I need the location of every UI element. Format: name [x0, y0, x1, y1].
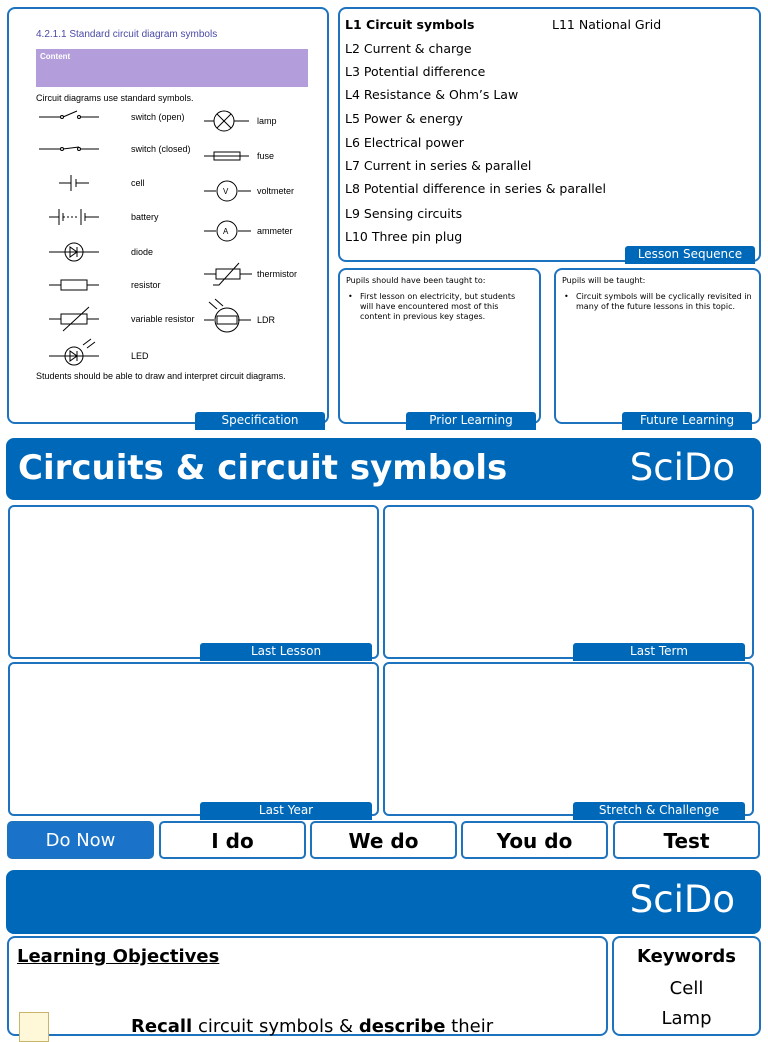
- symbol-label-ammeter: ammeter: [257, 226, 293, 236]
- lesson-item: L3 Potential difference: [345, 64, 486, 79]
- keyword-item: Lamp: [661, 1008, 712, 1029]
- lesson-item: L7 Current in series & parallel: [345, 158, 532, 173]
- lesson-item: L5 Power & energy: [345, 111, 463, 126]
- lesson-item: L2 Current & charge: [345, 41, 472, 56]
- last-term-box[interactable]: [383, 505, 754, 659]
- circuit-symbols-figure: [39, 105, 309, 365]
- last-year-box[interactable]: [8, 662, 379, 816]
- future-learning-tab: Future Learning: [622, 412, 752, 430]
- spec-intro: Circuit diagrams use standard symbols.: [36, 93, 194, 103]
- ammeter-letter: A: [223, 227, 229, 236]
- stage-test[interactable]: Test: [613, 821, 760, 859]
- lesson-title: Circuits & circuit symbols: [18, 448, 508, 488]
- last-lesson-tab: Last Lesson: [200, 643, 372, 661]
- title-banner: [6, 438, 761, 500]
- lesson-sequence-panel: [338, 7, 761, 262]
- specification-tab: Specification: [195, 412, 325, 430]
- objective-verb-describe: describe: [358, 1016, 446, 1037]
- last-lesson-box[interactable]: [8, 505, 379, 659]
- voltmeter-letter: V: [223, 187, 229, 196]
- symbol-label-led: LED: [131, 351, 149, 361]
- stage-do-now[interactable]: Do Now: [7, 821, 154, 859]
- symbol-label-diode: diode: [131, 247, 154, 257]
- last-year-tab: Last Year: [200, 802, 372, 820]
- lesson-item: L4 Resistance & Ohm’s Law: [345, 87, 519, 102]
- lesson-item: L9 Sensing circuits: [345, 206, 463, 221]
- objective-verb-recall: Recall: [131, 1016, 193, 1037]
- section-banner: [6, 870, 761, 934]
- objective-item: [131, 1016, 493, 1037]
- symbol-label-cell: cell: [131, 178, 145, 188]
- lesson-item: L10 Three pin plug: [345, 229, 463, 244]
- notepad-icon: [19, 1012, 49, 1042]
- stage-we-do[interactable]: We do: [310, 821, 457, 859]
- objectives-title: Learning Objectives: [17, 946, 220, 967]
- lesson-item: L11 National Grid: [552, 17, 662, 32]
- specification-panel: [7, 7, 329, 427]
- lesson-item: L8 Potential difference in series & parallel: [345, 181, 606, 196]
- symbol-label-voltmeter: voltmeter: [257, 186, 295, 196]
- symbol-label-resistor: resistor: [131, 280, 161, 290]
- stretch-challenge-box[interactable]: [383, 662, 754, 816]
- brand-logo: SciDo: [629, 446, 735, 489]
- symbol-label-battery: battery: [131, 212, 159, 222]
- keywords-title: Keywords: [636, 946, 737, 967]
- lesson-item: L6 Electrical power: [345, 135, 464, 150]
- prior-bullet: • First lesson on electricity, but students will have encountered most of this content in previous key stages.: [348, 292, 528, 322]
- stage-you-do[interactable]: You do: [461, 821, 608, 859]
- symbol-label-switch-open: switch (open): [131, 112, 185, 122]
- symbol-label-switch-closed: switch (closed): [131, 144, 191, 154]
- prior-heading: Pupils should have been taught to:: [346, 276, 486, 285]
- lesson-item: L1 Circuit symbols: [345, 17, 475, 32]
- last-term-tab: Last Term: [573, 643, 745, 661]
- symbol-label-fuse: fuse: [257, 151, 275, 161]
- future-bullet: • Circuit symbols will be cyclically revisited in many of the future lessons in this topic.: [564, 292, 752, 312]
- spec-title: 4.2.1.1 Standard circuit diagram symbols: [36, 29, 218, 40]
- spec-outro: Students should be able to draw and interpret circuit diagrams.: [36, 371, 286, 381]
- keywords-panel: [612, 936, 761, 1036]
- spec-content-header: Content: [36, 49, 308, 87]
- symbol-label-lamp: lamp: [257, 116, 277, 126]
- future-heading: Pupils will be taught:: [562, 276, 646, 285]
- objective-text-end: their: [445, 1016, 494, 1037]
- objective-text-mid: circuit symbols &: [192, 1016, 359, 1037]
- stage-i-do[interactable]: I do: [159, 821, 306, 859]
- prior-learning-tab: Prior Learning: [406, 412, 536, 430]
- lesson-sequence-tab: Lesson Sequence: [625, 246, 755, 264]
- learning-objectives-panel: [7, 936, 608, 1036]
- keyword-item: Cell: [669, 978, 704, 999]
- symbol-label-variable-resistor: variable resistor: [131, 314, 195, 324]
- symbol-label-ldr: LDR: [257, 315, 276, 325]
- prior-learning-panel: [338, 268, 541, 427]
- symbol-label-thermistor: thermistor: [257, 269, 298, 279]
- future-learning-panel: [554, 268, 761, 427]
- stretch-challenge-tab: Stretch & Challenge: [573, 802, 745, 820]
- brand-logo: SciDo: [629, 878, 735, 921]
